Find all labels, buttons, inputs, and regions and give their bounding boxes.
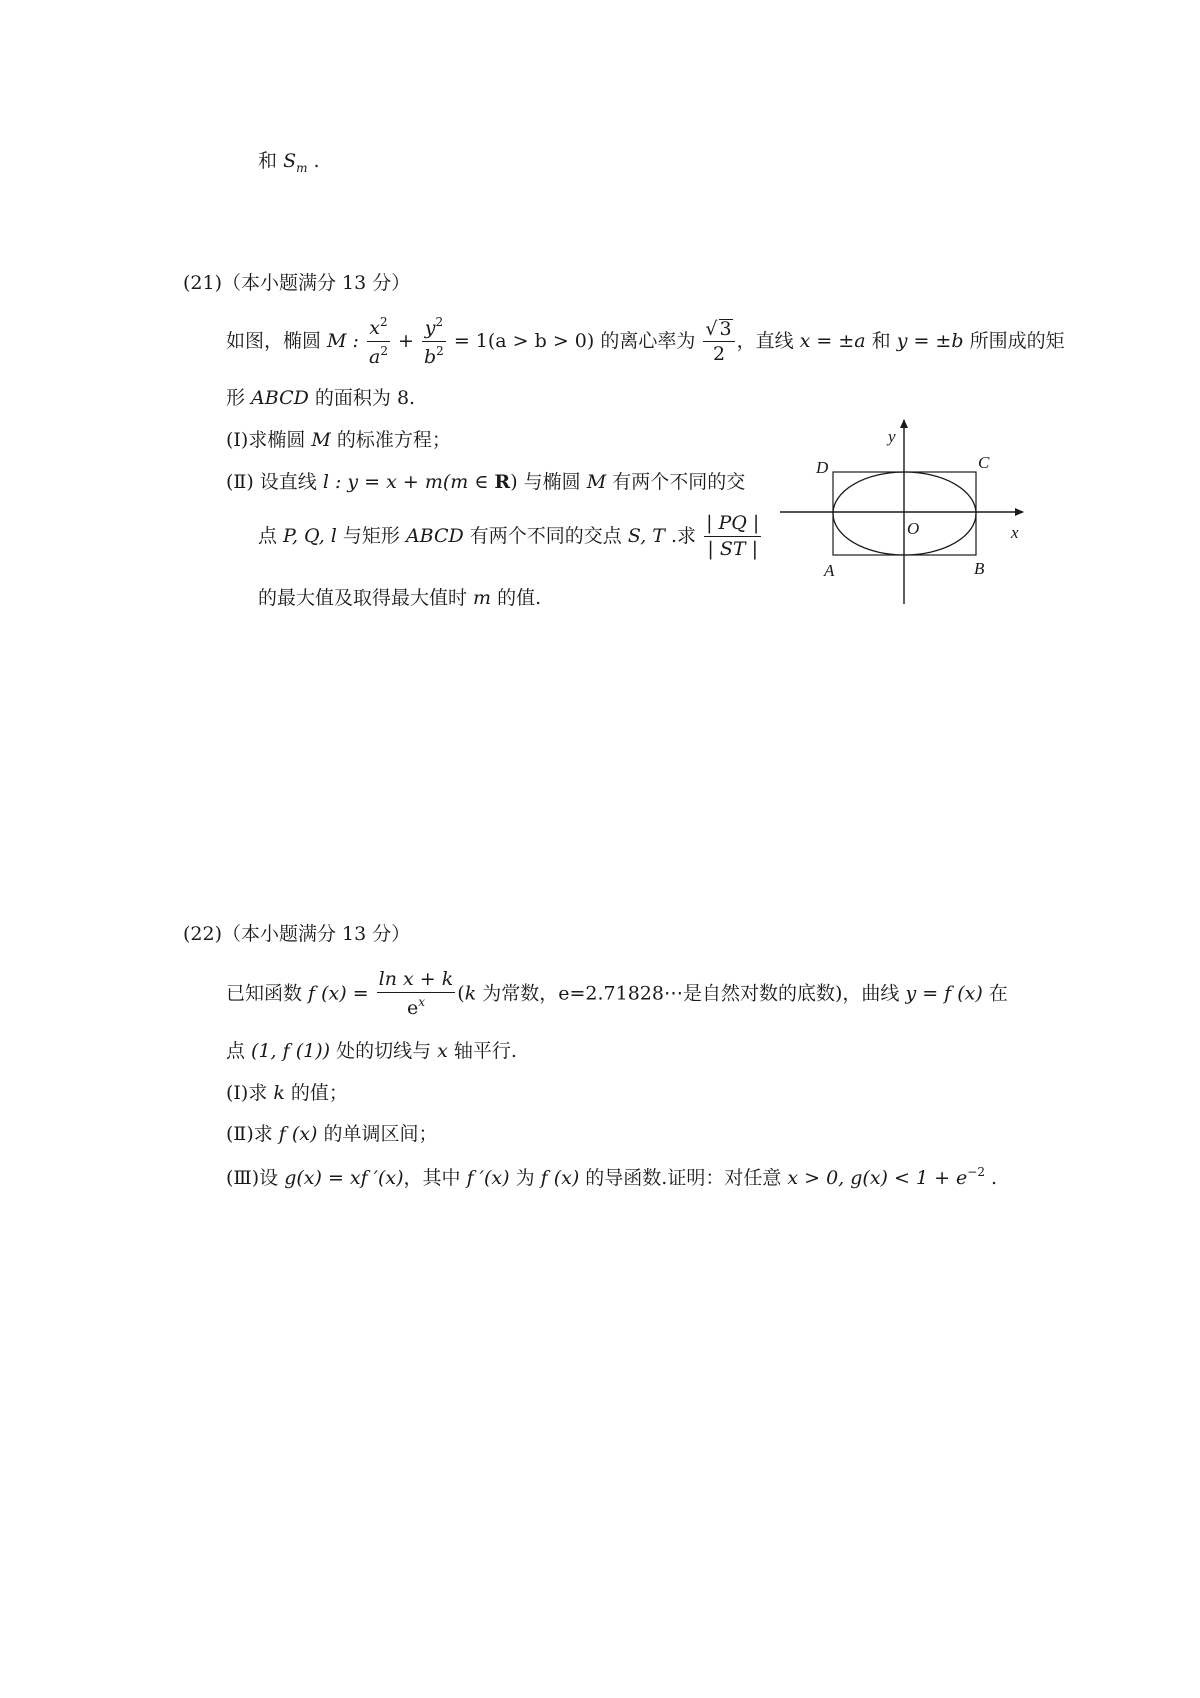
q22-part2 xyxy=(226,1125,437,1144)
sym-x: x xyxy=(437,1040,448,1062)
q21-text-5: 所围成的矩 xyxy=(963,329,1065,352)
q22-intro-line2 xyxy=(226,1042,517,1061)
sym-s-sub: m xyxy=(296,161,308,175)
frac-num: ln x + k xyxy=(377,970,456,993)
text-mid: 与矩形 xyxy=(336,524,406,547)
point-1-f1: (1, f (1)) xyxy=(251,1040,331,1062)
period: . xyxy=(307,150,320,172)
q21-intro xyxy=(226,316,1065,368)
q21-intro-line2 xyxy=(226,389,415,408)
ellipse-name: M : xyxy=(327,329,359,352)
sym-m: m xyxy=(473,587,492,609)
open-paren: ( xyxy=(457,982,465,1005)
frac-x: x xyxy=(369,317,381,339)
q21-text-4: 和 xyxy=(865,329,897,352)
frac-a: a xyxy=(369,345,381,368)
part1-post: 的标准方程； xyxy=(330,429,451,451)
sym-s: S xyxy=(283,150,297,172)
fraction-lnx-ex xyxy=(377,970,456,1019)
inequality: x > 0, g(x) < 1 + e xyxy=(787,1167,968,1189)
part3-pre: (Ⅲ)设 xyxy=(226,1167,285,1189)
tangent-text: 处的切线与 xyxy=(330,1040,438,1062)
q21-part2-line2 xyxy=(258,514,763,560)
q22-text-3: 为常数，e=2.71828⋯是自然对数的底数)，曲线 xyxy=(476,982,906,1005)
label-y: y xyxy=(888,427,896,446)
derivative-fx: f ′(x) xyxy=(466,1167,510,1189)
area-text: 的面积为 8. xyxy=(308,387,416,409)
ellipse-m: M xyxy=(311,429,331,451)
text-dian: 点 xyxy=(226,1040,252,1062)
q21-text-1: 如图，椭圆 xyxy=(226,329,328,352)
part2-post: 的单调区间； xyxy=(317,1123,438,1145)
text-qiu: .求 xyxy=(664,524,703,547)
line3-post: 的值. xyxy=(491,587,542,609)
fraction-x2-a2 xyxy=(367,316,390,368)
q22-intro xyxy=(226,970,1008,1019)
points-pql: P, Q, l xyxy=(283,524,337,547)
fraction-y2-b2 xyxy=(422,316,446,368)
q21-text-2: 的离心率为 xyxy=(594,329,702,352)
sym-k: k xyxy=(464,982,477,1005)
part1-post: 的值； xyxy=(284,1082,348,1104)
frac-b: b xyxy=(423,345,437,368)
sym-k: k xyxy=(273,1082,285,1104)
exp-2: 2 xyxy=(380,315,388,329)
frac-e: e xyxy=(406,996,419,1019)
text-xing: 形 xyxy=(226,387,252,409)
part1-pre: (Ⅰ)求 xyxy=(226,1082,274,1104)
exp-2: 2 xyxy=(436,343,444,358)
q22-part1 xyxy=(226,1084,348,1103)
part3-mid2: 为 xyxy=(509,1167,541,1189)
exp-2: 2 xyxy=(435,315,444,329)
part3-mid: ，其中 xyxy=(403,1167,467,1189)
label-a: A xyxy=(824,561,835,580)
q21-header: (21)（本小题满分 13 分） xyxy=(183,272,411,294)
frac-st: | ST | xyxy=(707,537,758,560)
fraction-sqrt3-2 xyxy=(703,319,734,366)
q21-text-3: ，直线 xyxy=(736,329,800,352)
q21-part2 xyxy=(226,473,745,492)
exp-neg2: −2 xyxy=(967,1165,985,1179)
q22-part3 xyxy=(226,1166,997,1188)
ellipse-m: M xyxy=(586,471,607,493)
label-x: x xyxy=(1011,523,1019,542)
part2-pre: (Ⅱ) 设直线 xyxy=(226,471,323,493)
function-fx: f (x) = xyxy=(308,982,369,1005)
label-c: C xyxy=(978,453,990,472)
line3-pre: 的最大值及取得最大值时 xyxy=(258,587,474,609)
sqrt-radicand: 3 xyxy=(719,317,732,340)
q22-header: (22)（本小题满分 13 分） xyxy=(183,923,411,945)
y-pm-b: y = ±b xyxy=(896,329,964,352)
q21-part2-line3 xyxy=(258,589,541,608)
text-mid2: 有两个不同的交点 xyxy=(463,524,628,547)
frac-den-2: 2 xyxy=(712,343,726,366)
q22-text-4: 在 xyxy=(982,982,1008,1005)
plus-sign: + xyxy=(398,329,414,352)
part2-post: 有两个不同的交 xyxy=(606,471,746,493)
points-st: S, T xyxy=(627,524,665,547)
rect-abcd: ABCD xyxy=(251,387,309,409)
frac-pq: | PQ | xyxy=(704,514,761,537)
text-he: 和 xyxy=(258,150,278,172)
frac-y: y xyxy=(424,317,436,339)
close-paren: ) xyxy=(510,471,518,493)
text-dian: 点 xyxy=(258,524,284,547)
function-fx: f (x) xyxy=(278,1123,318,1145)
continuation-text xyxy=(258,152,320,174)
sqrt-sign: √ xyxy=(705,317,718,340)
function-fx: f (x) xyxy=(540,1167,580,1189)
part2-mid: 与椭圆 xyxy=(517,471,587,493)
exp-2: 2 xyxy=(380,343,388,358)
label-b: B xyxy=(974,559,985,578)
part3-mid3: 的导函数.证明：对任意 xyxy=(579,1167,788,1189)
frac-exp-x: x xyxy=(418,994,425,1009)
line-l-eq: l : y = x + m(m ∈ xyxy=(322,471,495,493)
set-r: R xyxy=(494,471,511,493)
x-pm-a: x = ±a xyxy=(799,329,866,352)
curve-y-fx: y = f (x) xyxy=(905,982,983,1005)
function-gx: g(x) = xf ′(x) xyxy=(284,1167,404,1189)
figure-svg xyxy=(780,412,1030,612)
fraction-pq-st xyxy=(704,514,761,560)
rect-abcd: ABCD xyxy=(405,524,464,547)
eq-rest: = 1(a > b > 0) xyxy=(447,329,595,352)
ellipse-rectangle-figure xyxy=(780,412,1030,612)
label-d: D xyxy=(816,458,829,477)
period: . xyxy=(985,1167,998,1189)
q22-text-1: 已知函数 xyxy=(226,982,309,1005)
label-o: O xyxy=(907,519,920,538)
axis-parallel-text: 轴平行. xyxy=(447,1040,517,1062)
part2-pre: (Ⅱ)求 xyxy=(226,1123,279,1145)
q21-part1 xyxy=(226,431,451,450)
part1-pre: (Ⅰ)求椭圆 xyxy=(226,429,312,451)
